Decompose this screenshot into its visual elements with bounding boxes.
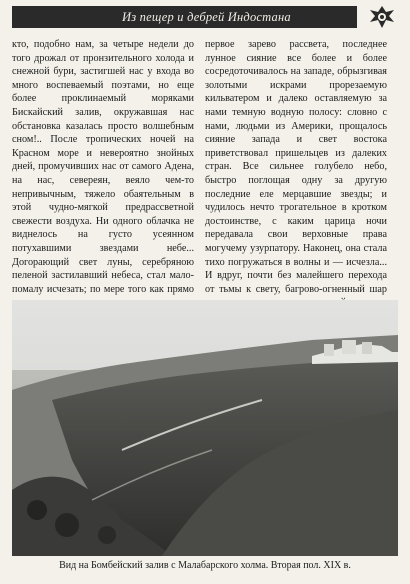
text-column-right (205, 38, 387, 323)
figure-caption: Вид на Бомбейский залив с Малабарского холма. Вторая пол. XIX в. (59, 560, 351, 571)
text-column-left (12, 38, 194, 323)
header-title: Из пещер и дебрей Индостана (122, 9, 291, 24)
running-header (12, 6, 357, 28)
ornament-emblem-icon (368, 4, 396, 30)
bombay-bay-photograph (12, 300, 398, 556)
right-column-paragraph: первое зарево рассвета, последнее лунное сияние все более и более сосредоточивалось на западе, обрызгивая золотыми искрами прорезаемую кильватером и далеко оставляемую за нами темную водную полосу: словно с нами, людьми из Америки, прощалось сияние запада и свет востока приветствовал пришельцев из далеких стран. Все сильнее голубело небо, быстро поглощая одну за другую последние еле мерцавшие звезды; и чудилось нечто трогательное в кротком достоинстве, с каким царица ночи передавала свои верховные права могучему узурпатору. Наконец, она стала тихо погружаться в волны и — исчезла... И вдруг, почти без малейшего перехода от тьмы к свету, багрово-огненный шар (205, 39, 387, 295)
left-column-paragraph: кто, подобно нам, за четыре недели до того дрожал от пронзительного холода и снежной бури, застигшей нас у входа во много воспеваемый поэтами, но еще более проклинаемый моряками Бискайский залив, окружавшая нас обстановка казалась просто волшебным сном!.. После тропических ночей на Красном море и невероятно знойных дней, промучивших нас от самого Адена, на нас, севереян, веяло чем-то непривычным, тяжело обаятельным в этой чудно-мягкой предрассветной свежести воздуха. Ни одного облачка не виднелось на густо усеянном потухавшими звездами небе... Догорающий свет луны, серебряною пеленой застилавший небеса, стал мало-помалу исчезать; по мере того как прямо (12, 39, 194, 295)
